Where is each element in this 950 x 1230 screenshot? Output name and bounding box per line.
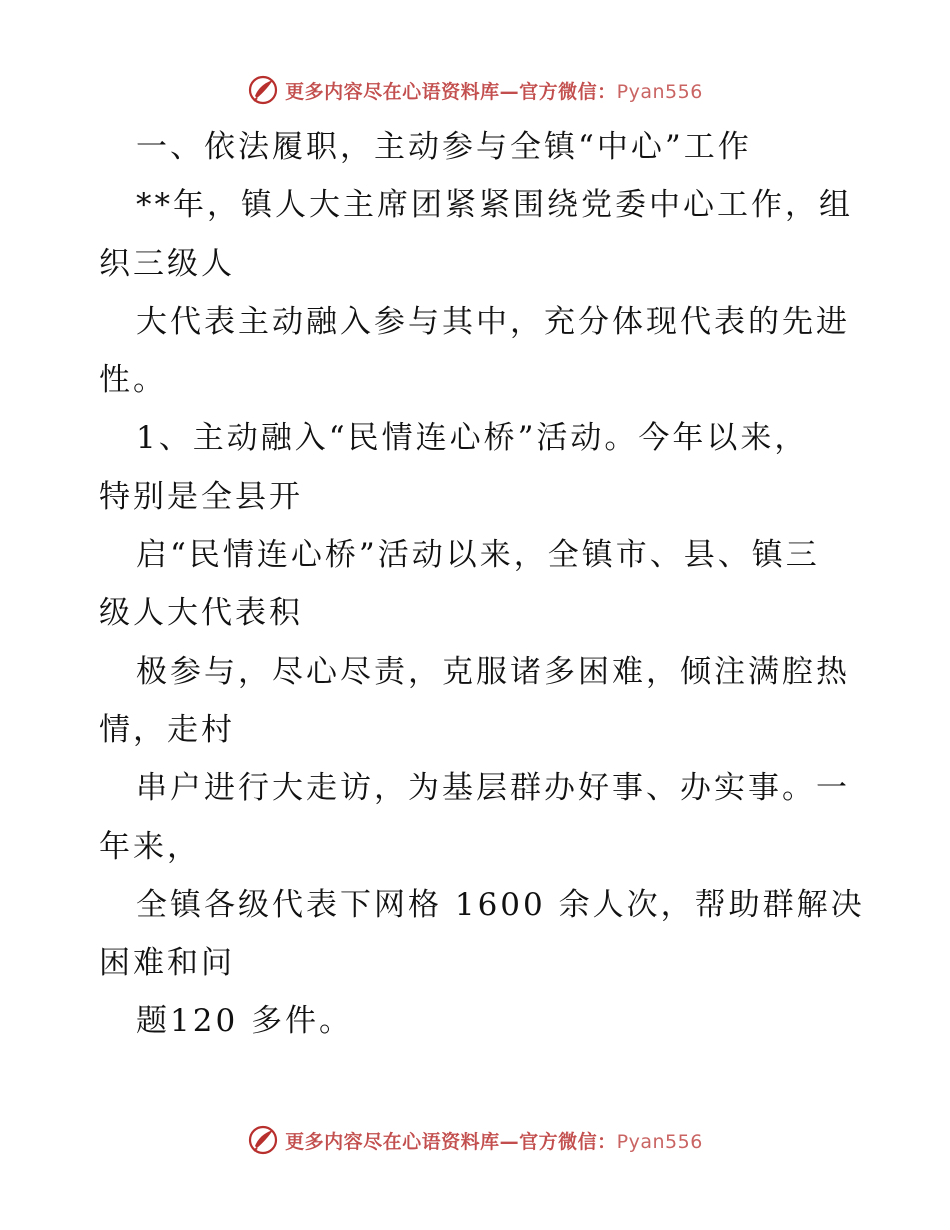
text-line: 题120 多件。	[136, 1003, 354, 1040]
watermark-text: 更多内容尽在心语资料库—官方微信：Pyan556	[285, 1130, 703, 1153]
text-line: **年，镇人大主席团紧紧围绕党委中心工作，组	[136, 187, 853, 224]
text-line: 全镇各级代表下网格 1600 余人次，帮助群解决	[136, 886, 865, 923]
text-line: 串户进行大走访，为基层群办好事、办实事。一	[136, 770, 850, 807]
text-line: 极参与，尽心尽责，克服诸多困难，倾注满腔热	[136, 653, 850, 690]
pen-logo-icon	[247, 1124, 279, 1156]
watermark-wechat-id: Pyan556	[616, 80, 703, 103]
text-line: 性。	[99, 362, 167, 399]
text-line: 一、依法履职，主动参与全镇“中心”工作	[136, 129, 752, 165]
text-line: 情，走村	[99, 711, 235, 748]
document-body	[99, 118, 865, 1051]
footer-watermark	[0, 1120, 950, 1160]
text-line: 启“民情连心桥”活动以来，全镇市、县、镇三	[136, 537, 820, 574]
watermark-text: 更多内容尽在心语资料库—官方微信：Pyan556	[285, 80, 703, 103]
text-line: 级人大代表积	[99, 595, 303, 632]
text-line: 特别是全县开	[99, 478, 303, 515]
text-line: 1、主动融入“民情连心桥”活动。今年以来，	[136, 420, 809, 457]
text-line: 年来，	[99, 828, 201, 865]
text-line: 困难和问	[99, 945, 235, 982]
text-line: 大代表主动融入参与其中，充分体现代表的先进	[136, 303, 850, 340]
watermark-wechat-id: Pyan556	[616, 1130, 703, 1153]
header-watermark	[0, 70, 950, 110]
text-line: 织三级人	[99, 245, 235, 282]
pen-logo-icon	[247, 74, 279, 106]
